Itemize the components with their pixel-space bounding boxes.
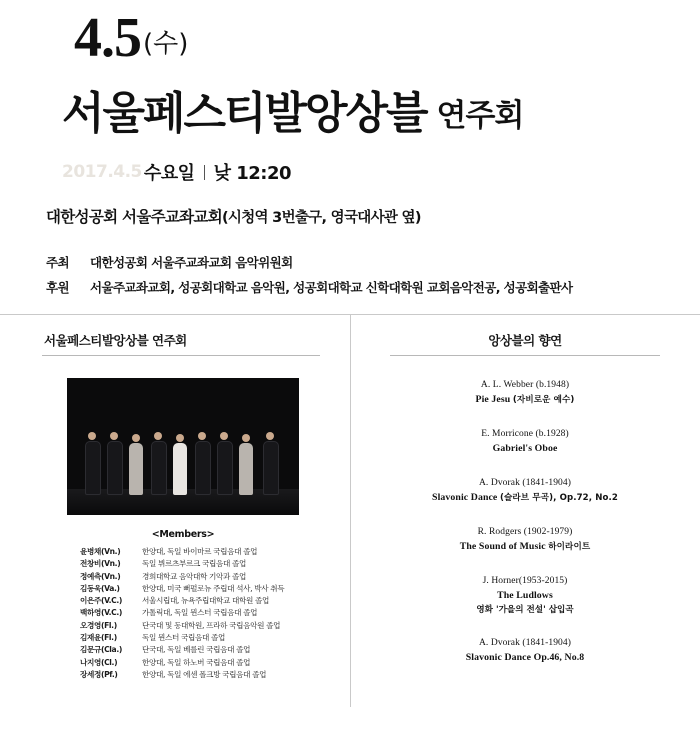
program-column-title: 앙상블의 향연 — [488, 333, 562, 348]
program-composer: E. Morricone (b.1928) — [481, 428, 569, 439]
program-title-rule — [390, 355, 660, 356]
event-weekday-paren: (수) — [143, 29, 189, 59]
member-name: 전창비(Vn.) — [80, 559, 121, 569]
ensemble-column — [0, 315, 350, 707]
member-name: 오경영(Fl.) — [80, 620, 117, 630]
event-time: 낮 12:20 — [213, 163, 292, 184]
member-name: 나지영(Cl.) — [80, 657, 118, 667]
list-item — [80, 571, 324, 583]
program-composer: J. Horner(1953-2015) — [482, 575, 568, 586]
member-name: 김문규(Cla.) — [80, 645, 122, 655]
event-venue-line — [0, 205, 700, 227]
program-sheet — [0, 314, 700, 707]
photo-person — [107, 432, 121, 495]
program-piece-title: Slavonic Dance Op.46, No.8 — [465, 651, 585, 663]
program-piece-kr: (슬라브 무곡), Op.72, No.2 — [499, 493, 618, 504]
page-title: 서울페스티발앙상블 — [62, 88, 427, 139]
credit-value-sponsor: 서울주교좌교회, 성공회대학교 음악원, 성공회대학교 신학대학원 교회음악전공, 성공회출판사 — [90, 280, 573, 295]
event-weekday: 수요일 — [143, 163, 195, 184]
ensemble-photo — [67, 378, 299, 515]
member-name: 이은주(V.C.) — [80, 596, 123, 606]
program-piece-title: Slavonic Dance — [432, 492, 498, 504]
member-name: 김동욱(Va.) — [80, 583, 120, 593]
event-date-faded: 2017.4.5 — [62, 162, 142, 182]
list-item — [80, 632, 324, 644]
photo-person — [195, 432, 209, 495]
list-item — [80, 644, 324, 656]
program-piece — [390, 442, 660, 457]
member-bio: 독일 뷔르츠부르크 국립음대 졸업 — [142, 559, 246, 569]
credit-value-host: 대한성공회 서울주교좌교회 음악위원회 — [90, 255, 293, 270]
list-item — [80, 558, 324, 570]
event-time-line — [0, 159, 700, 185]
event-date: 4.5 — [74, 7, 141, 69]
program-column — [350, 315, 700, 707]
program-piece-title: Pie Jesu — [475, 394, 511, 406]
member-bio: 단국대 및 동대학원, 프라하 국립음악원 졸업 — [142, 620, 281, 630]
photo-person — [263, 432, 277, 495]
list-item — [390, 574, 660, 617]
program-piece-title: Gabriel's Oboe — [492, 443, 558, 455]
program-piece — [390, 651, 660, 666]
list-item — [80, 607, 324, 619]
event-date-line — [0, 7, 700, 69]
member-bio: 경희대학교 음악대학 기악과 졸업 — [142, 571, 246, 581]
member-name: 장세정(Pf.) — [80, 669, 118, 679]
ensemble-title-rule — [42, 355, 320, 356]
credits-block — [0, 253, 700, 296]
member-bio: 한양대, 독일 하노버 국립음대 졸업 — [142, 657, 251, 667]
member-name: 정예측(Vn.) — [80, 571, 121, 581]
list-item — [80, 595, 324, 607]
photo-person — [239, 434, 253, 495]
page-subtitle: 연주회 — [436, 98, 524, 134]
photo-person — [173, 434, 187, 495]
member-name: 백하영(V.C.) — [80, 608, 123, 618]
program-composer: A. Dvorak (1841-1904) — [478, 637, 572, 648]
program-piece-title: The Ludlows — [497, 590, 553, 601]
credit-label-sponsor: 후원 — [46, 280, 69, 295]
program-piece-kr: 하이라이트 — [548, 542, 591, 553]
program-composer: A. Dvorak (1841-1904) — [478, 477, 572, 488]
program-piece-kr: (자비로운 예수) — [512, 395, 575, 406]
photo-person — [217, 432, 231, 495]
list-item — [390, 427, 660, 457]
member-bio: 한양대, 독일 에센 폴크방 국립음대 졸업 — [142, 669, 267, 679]
member-bio: 한양대, 독일 바이마르 국립음대 졸업 — [142, 547, 258, 556]
event-venue: 대한성공회 서울주교좌교회 — [46, 208, 222, 226]
list-item — [390, 525, 660, 555]
ensemble-column-title: 서울페스티발앙상블 연주회 — [44, 333, 187, 348]
program-composer: R. Rodgers (1902-1979) — [477, 526, 573, 537]
poster-header — [0, 0, 700, 296]
members-list — [42, 546, 324, 681]
program-list — [390, 378, 660, 666]
member-bio: 서울시립대, 뉴욕주립대학교 대학원 졸업 — [142, 596, 270, 606]
list-item — [80, 620, 324, 632]
program-piece — [390, 540, 660, 555]
credit-row — [46, 253, 700, 271]
photo-person — [151, 432, 165, 495]
event-venue-note: (시청역 3번출구, 영국대사관 옆) — [221, 210, 421, 226]
event-title-line — [0, 88, 700, 139]
list-item — [80, 546, 324, 558]
program-note: 영화 '가을의 전설' 삽입곡 — [476, 604, 574, 615]
program-piece-title: The Sound of Music — [459, 541, 546, 553]
member-bio: 한양대, 미국 뻐펄로뉴 주립대 석사, 박사 취득 — [142, 583, 285, 593]
member-bio: 단국대, 독일 베를린 국립음대 졸업 — [142, 645, 251, 655]
time-divider — [204, 165, 205, 180]
program-piece — [390, 589, 660, 604]
credit-label-host: 주최 — [46, 255, 69, 270]
photo-person — [129, 434, 143, 495]
list-item — [80, 583, 324, 595]
member-bio: 독일 뮌스터 국립음대 졸업 — [142, 633, 226, 643]
member-bio: 가톨릭대, 독일 뮌스터 국립음대 졸업 — [142, 608, 258, 618]
list-item — [390, 636, 660, 666]
program-piece — [390, 393, 660, 408]
list-item — [390, 476, 660, 506]
credit-row — [46, 278, 700, 296]
list-item — [80, 657, 324, 669]
list-item — [390, 378, 660, 408]
member-name: 김재윤(Fl.) — [80, 633, 117, 643]
member-name: 윤병채(Vn.) — [80, 547, 121, 556]
program-piece — [390, 491, 660, 506]
photo-person — [85, 432, 99, 495]
program-composer: A. L. Webber (b.1948) — [480, 380, 570, 390]
list-item — [80, 669, 324, 681]
members-heading: <Members> — [151, 529, 215, 540]
